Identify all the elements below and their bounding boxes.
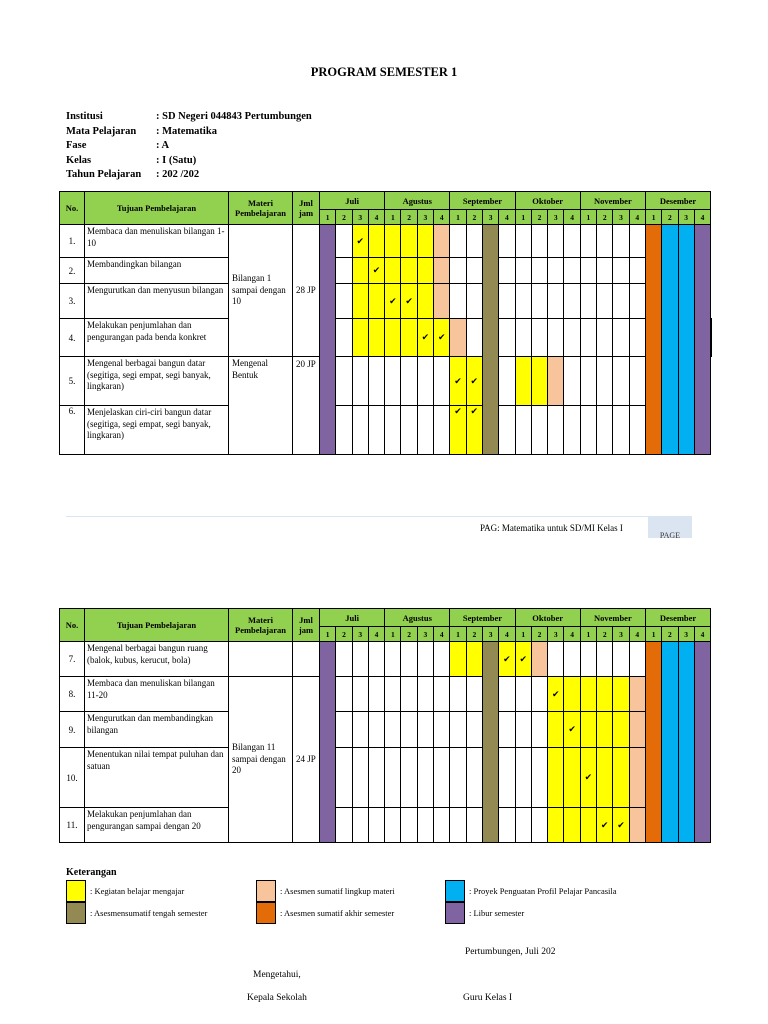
check-icon: ✔ xyxy=(389,295,397,306)
row-no: 8. xyxy=(60,677,85,712)
info-value: : A xyxy=(156,140,170,152)
header-week: 2 xyxy=(531,627,547,642)
header-week: 2 xyxy=(597,627,613,642)
header-week: 3 xyxy=(417,627,433,642)
header-month: Juli xyxy=(320,192,385,210)
check-icon: ✔ xyxy=(617,819,625,830)
header-week: 3 xyxy=(548,210,564,225)
legend-swatch-purple xyxy=(445,902,465,924)
row-tujuan: Mengenal berbagai bangun datar (segitiga, segi empat, segi banyak, lingkaran) xyxy=(85,357,229,406)
legend-label: : Kegiatan belajar mengajar xyxy=(90,886,185,896)
info-value: : Matematika xyxy=(156,125,217,137)
check-icon: ✔ xyxy=(372,265,381,275)
libur-cell xyxy=(320,225,336,455)
header-week: 3 xyxy=(417,210,433,225)
info-label: Tahun Pelajaran xyxy=(66,169,142,181)
check-icon: ✔ xyxy=(356,235,365,246)
row-materi: Bilangan 11 sampai dengan 20 xyxy=(229,677,293,843)
page-field: PAGE xyxy=(659,531,681,538)
header-week: 4 xyxy=(564,627,580,642)
row-no: 2. xyxy=(60,258,85,284)
info-label: Institusi xyxy=(66,111,103,122)
header-week: 2 xyxy=(336,627,352,642)
header-materi: Materi Pembelajaran xyxy=(229,609,293,642)
check-icon: ✔ xyxy=(519,653,527,664)
proyek-cell xyxy=(678,225,694,455)
schedule-table-2 xyxy=(59,608,711,843)
row-no: 3. xyxy=(60,284,85,319)
header-week: 4 xyxy=(368,210,384,225)
header-week: 1 xyxy=(385,627,401,642)
header-week: 2 xyxy=(466,210,482,225)
header-week: 2 xyxy=(466,627,482,642)
header-month: November xyxy=(580,609,645,627)
row-tujuan: Mengurutkan dan membandingkan bilangan xyxy=(85,712,229,748)
header-week: 4 xyxy=(499,210,515,225)
row-no: 4. xyxy=(60,319,85,357)
row-tujuan: Mengenal berbagai bangun ruang (balok, kubus, kerucut, bola) xyxy=(85,642,229,677)
legend-label: : Asesmensumatif tengah semester xyxy=(90,908,208,918)
header-week: 3 xyxy=(613,210,629,225)
header-week: 2 xyxy=(662,210,678,225)
proyek-cell xyxy=(678,642,694,843)
header-week: 3 xyxy=(678,627,694,642)
header-week: 4 xyxy=(694,627,710,642)
header-week: 3 xyxy=(482,210,498,225)
header-week: 4 xyxy=(694,210,710,225)
check-icon: ✔ xyxy=(568,724,576,734)
header-tujuan: Tujuan Pembelajaran xyxy=(85,609,229,642)
header-month: November xyxy=(580,192,645,210)
header-week: 3 xyxy=(613,627,629,642)
header-week: 1 xyxy=(450,210,466,225)
header-week: 3 xyxy=(352,210,368,225)
libur-cell xyxy=(694,642,710,843)
info-label: Fase xyxy=(66,140,87,152)
akhir-semester-cell xyxy=(645,225,661,455)
header-week: 1 xyxy=(515,627,531,642)
row-materi: Mengenal Bentuk xyxy=(229,357,293,455)
row-tujuan: Menentukan nilai tempat puluhan dan satuan xyxy=(85,748,229,808)
header-month: Desember xyxy=(645,609,710,627)
legend-item xyxy=(256,902,394,924)
header-no: No. xyxy=(60,609,85,642)
legend-title: Keterangan xyxy=(66,867,117,878)
row-tujuan: Membaca dan menuliskan bilangan 1-10 xyxy=(85,225,229,258)
info-label: Kelas xyxy=(66,154,92,166)
header-week: 4 xyxy=(434,627,450,642)
header-week: 2 xyxy=(531,210,547,225)
check-icon: ✔ xyxy=(552,688,560,699)
header-week: 1 xyxy=(580,210,596,225)
header-week: 2 xyxy=(662,627,678,642)
guru-kelas-label: Guru Kelas I xyxy=(463,993,513,1003)
identity-block xyxy=(66,110,312,183)
header-week: 1 xyxy=(320,210,336,225)
row-jml: 28 JP xyxy=(293,225,320,357)
header-week: 1 xyxy=(645,627,661,642)
header-week: 4 xyxy=(629,627,645,642)
header-week: 2 xyxy=(401,627,417,642)
row-materi: Bilangan 1 sampai dengan 10 xyxy=(229,225,293,357)
header-month: Juli xyxy=(320,609,385,627)
row-no: 1. xyxy=(60,225,85,258)
row-jml: 24 JP xyxy=(293,677,320,843)
tengah-semester-cell xyxy=(482,225,498,455)
check-icon: ✔ xyxy=(600,819,609,830)
header-week: 3 xyxy=(482,627,498,642)
info-value: : 202 /202 xyxy=(156,169,200,181)
header-materi: Materi Pembelajaran xyxy=(229,192,293,225)
row-tujuan: Menjelaskan ciri-ciri bangun datar (segitiga, segi empat, segi banyak, lingkaran) xyxy=(85,406,229,455)
check-icon: ✔ xyxy=(437,332,446,342)
header-week: 4 xyxy=(564,210,580,225)
akhir-semester-cell xyxy=(645,642,661,843)
legend-swatch-yellow xyxy=(66,880,86,902)
header-month: September xyxy=(450,192,515,210)
header-week: 4 xyxy=(629,210,645,225)
check-icon: ✔ xyxy=(421,332,430,342)
header-jml: Jml jam xyxy=(293,609,320,642)
legend-label: : Asesmen sumatif lingkup materi xyxy=(280,886,395,896)
info-label: Mata Pelajaran xyxy=(66,125,137,137)
header-week: 3 xyxy=(678,210,694,225)
header-week: 1 xyxy=(580,627,596,642)
legend-label: : Proyek Penguatan Profil Pelajar Pancasila xyxy=(469,886,617,896)
header-week: 1 xyxy=(450,627,466,642)
header-no: No. xyxy=(60,192,85,225)
footer-text: PAG: Matematika untuk SD/MI Kelas I xyxy=(480,523,623,533)
check-icon: ✔ xyxy=(454,406,462,416)
row-no: 11. xyxy=(60,808,85,843)
legend-item xyxy=(445,902,524,924)
row-no: 10. xyxy=(60,748,85,808)
header-week: 1 xyxy=(320,627,336,642)
header-week: 4 xyxy=(434,210,450,225)
check-icon: ✔ xyxy=(454,375,462,386)
page-title: PROGRAM SEMESTER 1 xyxy=(310,65,458,79)
check-icon: ✔ xyxy=(405,295,413,306)
legend-label: : Libur semester xyxy=(469,908,525,918)
row-tujuan: Membaca dan menuliskan bilangan 11-20 xyxy=(85,677,229,712)
header-month: September xyxy=(450,609,515,627)
header-tujuan: Tujuan Pembelajaran xyxy=(85,192,229,225)
legend-item xyxy=(256,880,395,902)
header-week: 3 xyxy=(548,627,564,642)
row-no: 7. xyxy=(60,642,85,677)
libur-cell xyxy=(320,642,336,843)
header-week: 1 xyxy=(515,210,531,225)
legend-swatch-olive xyxy=(66,902,86,924)
schedule-table-1 xyxy=(59,191,712,455)
header-jml: Jml jam xyxy=(293,192,320,225)
header-month: Agustus xyxy=(385,609,450,627)
kepala-sekolah-label: Kepala Sekolah xyxy=(247,993,307,1003)
header-week: 4 xyxy=(499,627,515,642)
check-icon: ✔ xyxy=(503,653,511,664)
mengetahui-label: Mengetahui, xyxy=(253,970,301,980)
legend-item xyxy=(445,880,617,902)
header-week: 2 xyxy=(597,210,613,225)
legend-swatch-orange xyxy=(256,902,276,924)
row-jml: 20 JP xyxy=(293,357,320,455)
row-tujuan: Mengurutkan dan menyusun bilangan xyxy=(85,284,229,319)
row-tujuan: Melakukan penjumlahan dan pengurangan sampai dengan 20 xyxy=(85,808,229,843)
legend-item xyxy=(66,902,207,924)
row-no: 9. xyxy=(60,712,85,748)
check-icon: ✔ xyxy=(584,772,593,782)
header-week: 2 xyxy=(336,210,352,225)
header-week: 4 xyxy=(368,627,384,642)
header-week: 1 xyxy=(385,210,401,225)
legend-swatch-peach xyxy=(256,880,276,902)
info-value: : I (Satu) xyxy=(156,154,197,166)
tengah-semester-cell xyxy=(482,642,498,843)
header-month: Oktober xyxy=(515,609,580,627)
header-month: Agustus xyxy=(385,192,450,210)
proyek-cell xyxy=(662,225,678,455)
proyek-cell xyxy=(662,642,678,843)
row-tujuan: Membandingkan bilangan xyxy=(85,258,229,284)
page-number-box xyxy=(648,516,692,538)
place-date: Pertumbungen, Juli 202 xyxy=(465,947,556,957)
libur-cell xyxy=(694,225,710,455)
header-week: 3 xyxy=(352,627,368,642)
check-icon: ✔ xyxy=(470,375,479,386)
legend-item xyxy=(66,880,184,902)
row-no: 6. xyxy=(60,406,85,455)
legend-label: : Asesmen sumatif akhir semester xyxy=(280,908,395,918)
row-tujuan: Melakukan penjumlahan dan pengurangan pada benda konkret xyxy=(85,319,229,357)
footer-divider xyxy=(66,516,692,517)
header-month: Desember xyxy=(645,192,710,210)
header-week: 2 xyxy=(401,210,417,225)
header-month: Oktober xyxy=(515,192,580,210)
legend-swatch-blue xyxy=(445,880,465,902)
header-week: 1 xyxy=(645,210,661,225)
check-icon: ✔ xyxy=(470,406,479,416)
info-value: : SD Negeri 044843 Pertumbungen xyxy=(156,111,312,122)
row-no: 5. xyxy=(60,357,85,406)
